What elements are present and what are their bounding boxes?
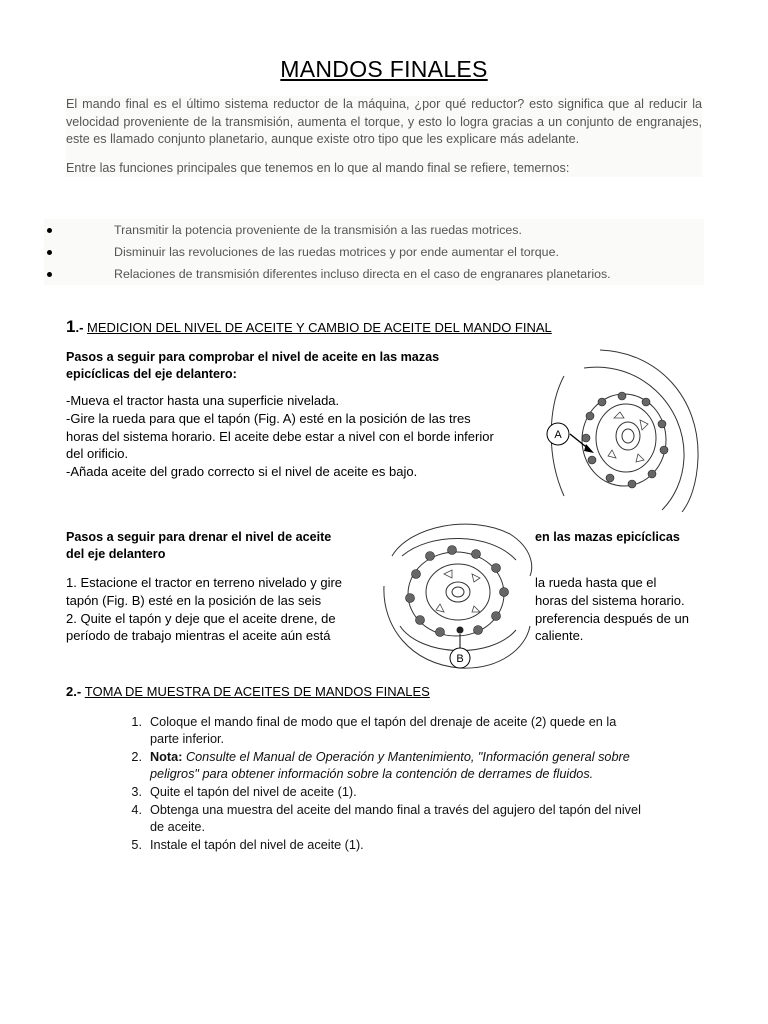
function-bullet-list — [44, 219, 704, 285]
bullet-item: Disminuir las revoluciones de las ruedas motrices y por ende aumentar el torque. — [44, 241, 704, 263]
wheel-nut — [642, 398, 650, 406]
hub-slot — [472, 606, 480, 612]
drain-subtitle-left — [66, 529, 331, 563]
check-subtitle — [66, 349, 439, 383]
drain-step-line: la rueda hasta que el — [535, 575, 657, 590]
drain-step-line: horas del sistema horario. — [535, 592, 685, 608]
check-steps — [66, 392, 526, 481]
arrow-icon — [584, 444, 594, 453]
tire-outline — [392, 524, 532, 576]
hub-slot — [636, 454, 644, 462]
wheel-nut — [492, 564, 501, 573]
check-subtitle-line: epicíclicas del eje delantero: — [66, 367, 237, 381]
section-1-separator: .- — [75, 320, 88, 335]
check-step-line: -Añada aceite del grado correcto si el nivel de aceite es bajo. — [66, 464, 418, 480]
wheel-nut — [658, 420, 666, 428]
wheel-nut — [586, 412, 594, 420]
intro-paragraph-2: Entre las funciones principales que tenemos en lo que al mando final se refiere, temernos: — [66, 160, 570, 175]
hub-slot — [472, 574, 480, 582]
drain-step-line: 2. Quite el tapón y deje que el aceite drene, de — [66, 610, 336, 626]
wheel-nut — [448, 546, 457, 555]
wheel-nut — [618, 392, 626, 400]
hub-center — [616, 422, 640, 450]
check-step-line: del orificio. — [66, 446, 129, 462]
drain-step-line: período de trabajo mientras el aceite aún está — [66, 628, 331, 644]
hub-slot — [614, 412, 624, 418]
list-item: 5. Instale el tapón del nivel de aceite (1). — [131, 838, 364, 852]
tire-outline — [600, 350, 698, 512]
check-step-line: -Mueva el tractor hasta una superficie nivelada. — [66, 393, 340, 408]
wheel-nut — [416, 616, 425, 625]
hub-center — [446, 582, 470, 602]
drain-step-line: 1. Estacione el tractor en terreno nivelado y gire — [66, 575, 343, 590]
wheel-nut — [406, 594, 415, 603]
hub-slot — [436, 604, 444, 612]
note-label: Nota: — [150, 750, 183, 764]
wheel-hub-figure-a — [540, 346, 700, 512]
wheel-nut — [474, 626, 483, 635]
rim-outline — [402, 538, 516, 560]
check-step-line: -Gire la rueda para que el tapón (Fig. A) esté en la posición de las tres — [66, 410, 471, 426]
section-2-number: 2 — [66, 684, 74, 699]
check-step-line: horas del sistema horario. El aceite debe estar a nivel con el borde inferior — [66, 428, 494, 444]
drain-subtitle-right: en las mazas epicíclicas — [535, 530, 680, 544]
section-2-title: TOMA DE MUESTRA DE ACEITES DE MANDOS FINALES — [84, 684, 430, 699]
intro-paragraph-1: El mando final es el último sistema reductor de la máquina, ¿por qué reductor? esto significa que al reducir la velocidad proveniente de la transmisión, aumenta el torque, y esto lo logra gracias a un conjunto de engranajes, este es llamado conjunto planetario, aunque existe otro tipo que les explicare más adelante. — [66, 97, 702, 146]
drain-step-line: caliente. — [535, 628, 584, 644]
sample-steps — [110, 714, 710, 855]
section-1-title: MEDICION DEL NIVEL DE ACEITE Y CAMBIO DE ACEITE DEL MANDO FINAL — [87, 320, 552, 335]
wheel-nut — [412, 570, 421, 579]
drain-step-line: preferencia después de un — [535, 610, 689, 626]
page-title: MANDOS FINALES — [280, 56, 488, 82]
list-item: 4. Obtenga una muestra del aceite del mando final a través del agujero del tapón del nivel de aceite. — [131, 803, 641, 834]
drain-subtitle-line: del eje delantero — [66, 547, 166, 561]
wheel-nut — [472, 550, 481, 559]
drain-steps-right — [535, 574, 689, 645]
wheel-nut — [426, 552, 435, 561]
wheel-nut — [582, 434, 590, 442]
hub-slot — [640, 420, 648, 430]
list-item: 1. Coloque el mando final de modo que el tapón del drenaje de aceite (2) quede en la parte inferior. — [131, 715, 617, 746]
check-subtitle-line: Pasos a seguir para comprobar el nivel de aceite en las mazas — [66, 350, 440, 364]
bullet-item: Transmitir la potencia proveniente de la transmisión a las ruedas motrices. — [44, 219, 704, 241]
section-2-heading — [66, 684, 430, 699]
drain-steps-left — [66, 574, 342, 645]
hub-slot — [608, 450, 616, 458]
wheel-nut — [588, 456, 596, 464]
hub-slot — [444, 570, 452, 578]
hub-plate — [426, 564, 490, 620]
drain-step-line: tapón (Fig. B) esté en la posición de las seis — [66, 592, 322, 608]
wheel-nut — [628, 480, 636, 488]
intro-block — [66, 96, 702, 177]
wheel-nut — [500, 588, 509, 597]
hub-cap — [622, 429, 634, 443]
section-2-separator: .- — [73, 684, 85, 699]
wheel-nut — [598, 398, 606, 406]
wheel-nut — [660, 446, 668, 454]
list-item: 2. Nota: Consulte el Manual de Operación y Mantenimiento, "Información general sobre peligros" para obtener información sobre la contención de derrames de fluidos. — [131, 750, 630, 781]
drain-plug — [457, 627, 464, 634]
wheel-nut — [436, 628, 445, 637]
wheel-nut — [606, 474, 614, 482]
wheel-nut — [492, 612, 501, 621]
wheel-nut — [648, 470, 656, 478]
hub-cap — [452, 587, 464, 597]
section-1-number: 1 — [66, 317, 76, 336]
list-item: 3. Quite el tapón del nivel de aceite (1). — [131, 785, 357, 799]
callout-label-b: B — [456, 653, 464, 665]
bullet-item: Relaciones de transmisión diferentes incluso directa en el caso de engranares planetarios. — [44, 263, 704, 285]
section-1-heading — [66, 317, 552, 337]
callout-label-a: A — [554, 429, 562, 441]
drain-subtitle-line: Pasos a seguir para drenar el nivel de aceite — [66, 530, 332, 544]
hub-plate — [596, 404, 656, 472]
wheel-hub-figure-b — [380, 516, 534, 670]
